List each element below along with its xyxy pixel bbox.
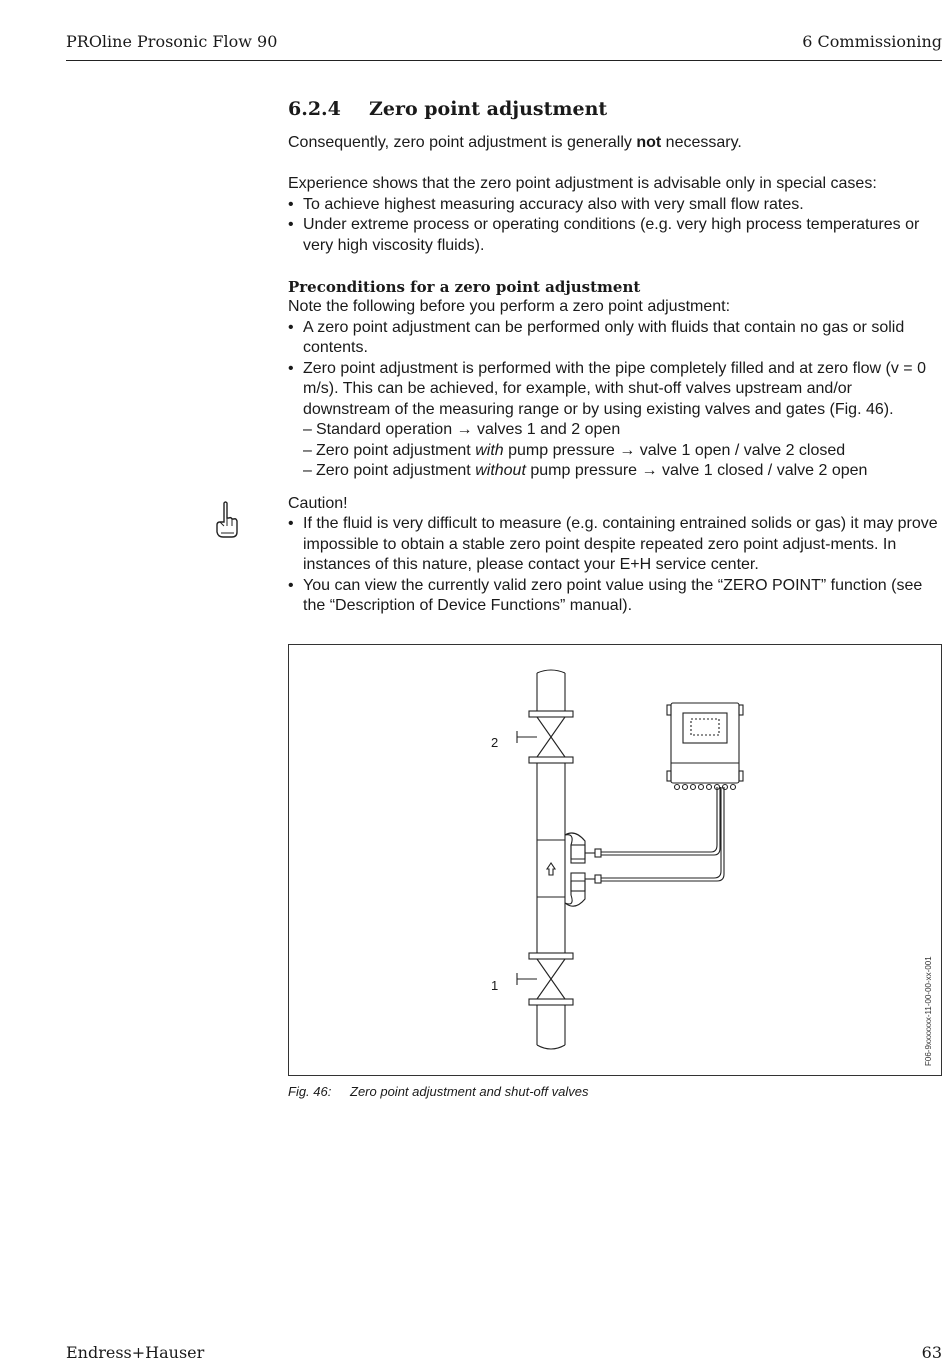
- experience-paragraph: Experience shows that the zero point adjustment is advisable only in special cases:: [288, 175, 877, 192]
- preconditions-dash-1: – Standard operation → valves 1 and 2 open: [288, 420, 943, 441]
- figure-code: F06-9xxxxxxx-11-00-00-xx-001: [924, 956, 933, 1066]
- caution-bullet-2: • You can view the currently valid zero point value using the “ZERO POINT” function (see the “Description of Device Functions” manual).: [288, 576, 943, 617]
- page-number: 63: [921, 1343, 942, 1362]
- dash3-em: without: [475, 462, 526, 479]
- caption-text: Zero point adjustment and shut-off valves: [350, 1084, 589, 1099]
- section-title-text: Zero point adjustment: [369, 98, 608, 120]
- valve-1-label: 1: [491, 978, 499, 993]
- caption-number: Fig. 46:: [288, 1084, 332, 1099]
- preconditions-dash-2: [288, 441, 943, 462]
- dash3-a: Zero point adjustment: [316, 462, 476, 479]
- preconditions-dash-3: [288, 461, 943, 482]
- dash2-em: with: [475, 441, 504, 459]
- pointing-hand-icon: [214, 500, 240, 540]
- intro-text-b: necessary.: [661, 134, 742, 151]
- pipe-valve-diagram: [289, 645, 943, 1077]
- valve-2-label: 2: [491, 735, 499, 750]
- preconditions-bullet-1: • A zero point adjustment can be performed only with fluids that contain no gas or solid contents.: [288, 318, 943, 359]
- figure-caption: [288, 1084, 588, 1099]
- main-content: [288, 96, 943, 617]
- preconditions-intro: Note the following before you perform a zero point adjustment:: [288, 298, 731, 315]
- caution-bullet-1: • If the fluid is very difficult to measure (e.g. containing entrained solids or gas) it may prove impossible to obtain a stable zero point despite repeated zero point adjust-ments. In instances of this nature, please contact your E+H service center.: [288, 514, 943, 576]
- experience-bullet-2: • Under extreme process or operating conditions (e.g. very high process temperatures or very high viscosity fluids).: [288, 215, 943, 256]
- experience-bullet-1: • To achieve highest measuring accuracy also with very small flow rates.: [288, 195, 943, 216]
- intro-paragraph: [288, 133, 943, 154]
- dash3-b: pump pressure → valve 1 closed / valve 2 open: [525, 462, 868, 479]
- dash2-b: pump pressure → valve 1 open / valve 2 closed: [503, 441, 846, 459]
- running-header-title: PROline Prosonic Flow 90: [66, 32, 278, 51]
- section-title: [288, 96, 943, 122]
- preconditions-heading: Preconditions for a zero point adjustment: [288, 277, 641, 296]
- header-rule: [66, 60, 942, 61]
- intro-text-a: Consequently, zero point adjustment is generally: [288, 134, 637, 151]
- footer-brand: Endress+Hauser: [66, 1343, 205, 1362]
- section-number: 6.2.4: [288, 98, 341, 120]
- preconditions-bullet-2: • Zero point adjustment is performed with the pipe completely filled and at zero flow (v = 0 m/s). This can be achieved, for example, with shut-off valves upstream and/or downstream of the measuring range or by using existing valves and gates (Fig. 46).: [288, 359, 943, 421]
- figure-46: [288, 644, 942, 1076]
- dash2-a: Zero point adjustment: [316, 441, 476, 459]
- caution-title: Caution!: [288, 494, 348, 512]
- running-header-chapter: 6 Commissioning: [802, 32, 942, 51]
- intro-bold: not: [636, 134, 662, 151]
